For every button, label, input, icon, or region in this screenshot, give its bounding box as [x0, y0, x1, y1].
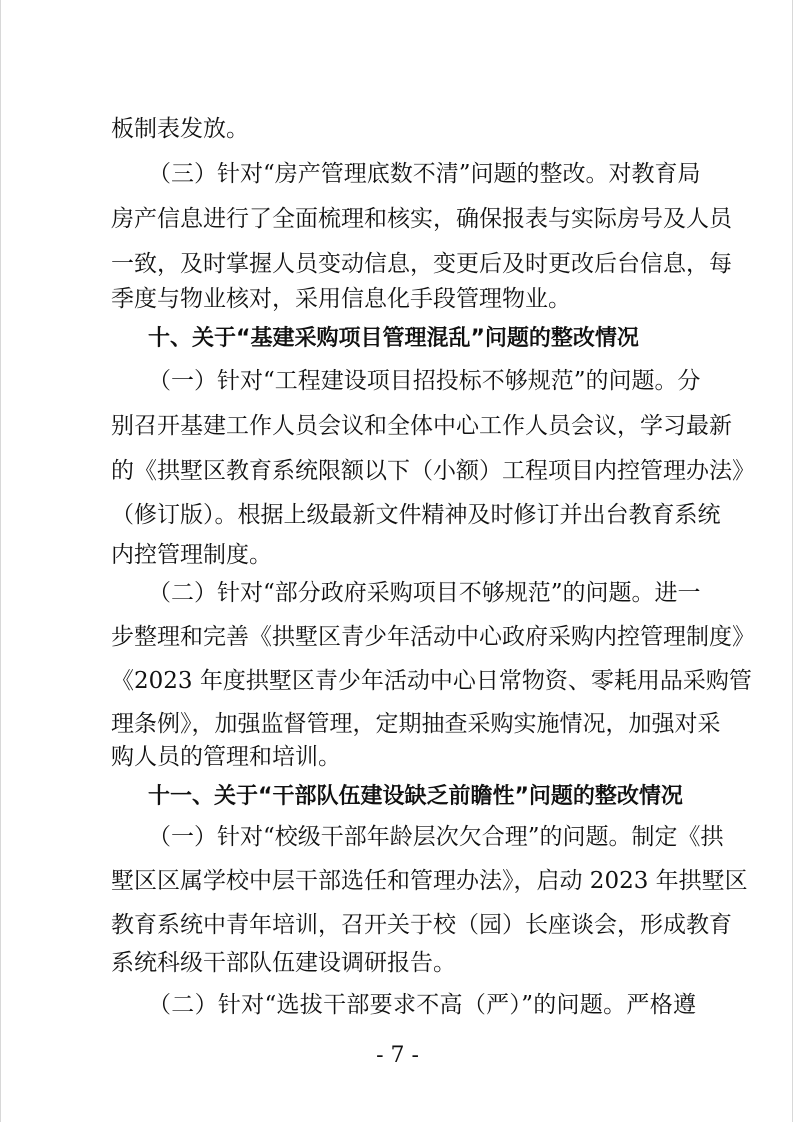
text-line: 别召开基建工作人员会议和全体中心工作人员会议，学习最新: [111, 413, 732, 439]
text-line: 购人员的管理和培训。: [111, 744, 341, 770]
text-line: 《2023 年度拱墅区青少年活动中心日常物资、零耗用品采购管: [111, 668, 752, 694]
text-line: 板制表发放。: [111, 116, 249, 142]
text-line: 步整理和完善《拱墅区青少年活动中心政府采购内控管理制度》: [111, 624, 755, 650]
text-line: 季度与物业核对，采用信息化手段管理物业。: [111, 286, 571, 312]
text-line: （修订版）。根据上级最新文件精神及时修订并出台教育系统: [111, 502, 721, 528]
text-line: 内控管理制度。: [111, 542, 272, 568]
paragraph-start: （一）针对“校级干部年龄层次欠合理”的问题。制定《拱: [148, 824, 724, 850]
paragraph-start: （二）针对“选拔干部要求不高（严）”的问题。严格遵: [148, 992, 696, 1018]
text-line: 的《拱墅区教育系统限额以下（小额）工程项目内控管理办法》: [111, 458, 755, 484]
text-line: 墅区区属学校中层干部选任和管理办法》，启动 2023 年拱墅区: [111, 868, 748, 894]
text-line: 理条例》，加强监督管理，定期抽查采购实施情况，加强对采: [111, 711, 721, 737]
text-line: 一致，及时掌握人员变动信息，变更后及时更改后台信息，每: [111, 251, 732, 277]
paragraph-start: （三）针对“房产管理底数不清”问题的整改。对教育局: [148, 161, 701, 187]
text-line: 房产信息进行了全面梳理和核实，确保报表与实际房号及人员: [111, 206, 732, 232]
page-number: - 7 -: [376, 1043, 419, 1068]
section-heading: 十、关于“基建采购项目管理混乱”问题的整改情况: [148, 326, 639, 351]
section-heading: 十一、关于“干部队伍建设缺乏前瞻性”问题的整改情况: [148, 784, 683, 809]
text-line: 系统科级干部队伍建设调研报告。: [111, 950, 456, 976]
paragraph-start: （二）针对“部分政府采购项目不够规范”的问题。进一: [148, 580, 701, 606]
paragraph-start: （一）针对“工程建设项目招投标不够规范”的问题。分: [148, 368, 701, 394]
text-line: 教育系统中青年培训，召开关于校（园）长座谈会，形成教育: [111, 912, 732, 938]
